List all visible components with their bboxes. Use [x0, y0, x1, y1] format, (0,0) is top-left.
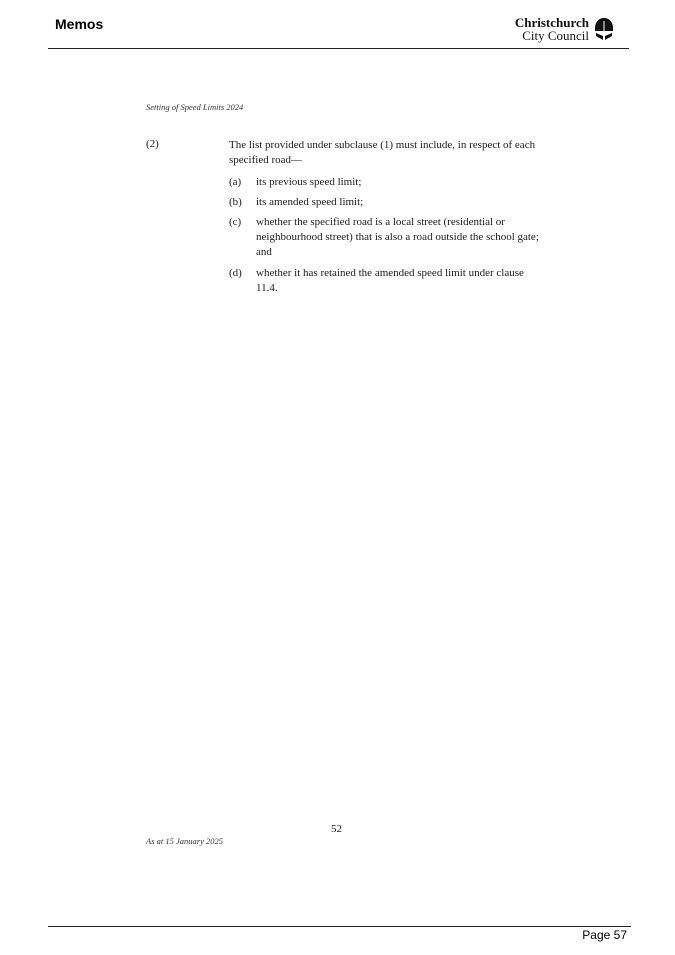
clause-intro: The list provided under subclause (1) must include, in respect of each specified road— — [229, 139, 536, 166]
paragraph-text: its previous speed limit; — [256, 176, 362, 188]
footer-page-label: Page 57 — [582, 928, 627, 942]
paragraph-text: whether the specified road is a local street (residential or neighbourhood street) that is also a road outside the school gate; and — [256, 216, 539, 258]
clause-number: (2) — [146, 138, 159, 150]
header-divider — [48, 48, 629, 49]
christchurch-cathedral-icon — [593, 17, 615, 41]
paragraph-label: (d) — [229, 267, 242, 279]
paragraph-label: (b) — [229, 196, 242, 208]
header-title: Memos — [55, 16, 104, 32]
as-at-date: As at 15 January 2025 — [146, 836, 223, 846]
council-logo — [515, 16, 615, 42]
paragraph-label: (c) — [229, 216, 242, 228]
paragraph-text: its amended speed limit; — [256, 196, 364, 208]
document-page-number: 52 — [331, 823, 342, 835]
footer-divider — [48, 926, 631, 927]
paragraph-label: (a) — [229, 176, 242, 188]
logo-line2: City Council — [522, 28, 589, 43]
logo-text — [515, 16, 589, 42]
running-head: Setting of Speed Limits 2024 — [146, 102, 244, 112]
paragraph-text: whether it has retained the amended speed limit under clause 11.4. — [256, 267, 524, 294]
logo-line1: Christchurch — [514, 15, 589, 30]
